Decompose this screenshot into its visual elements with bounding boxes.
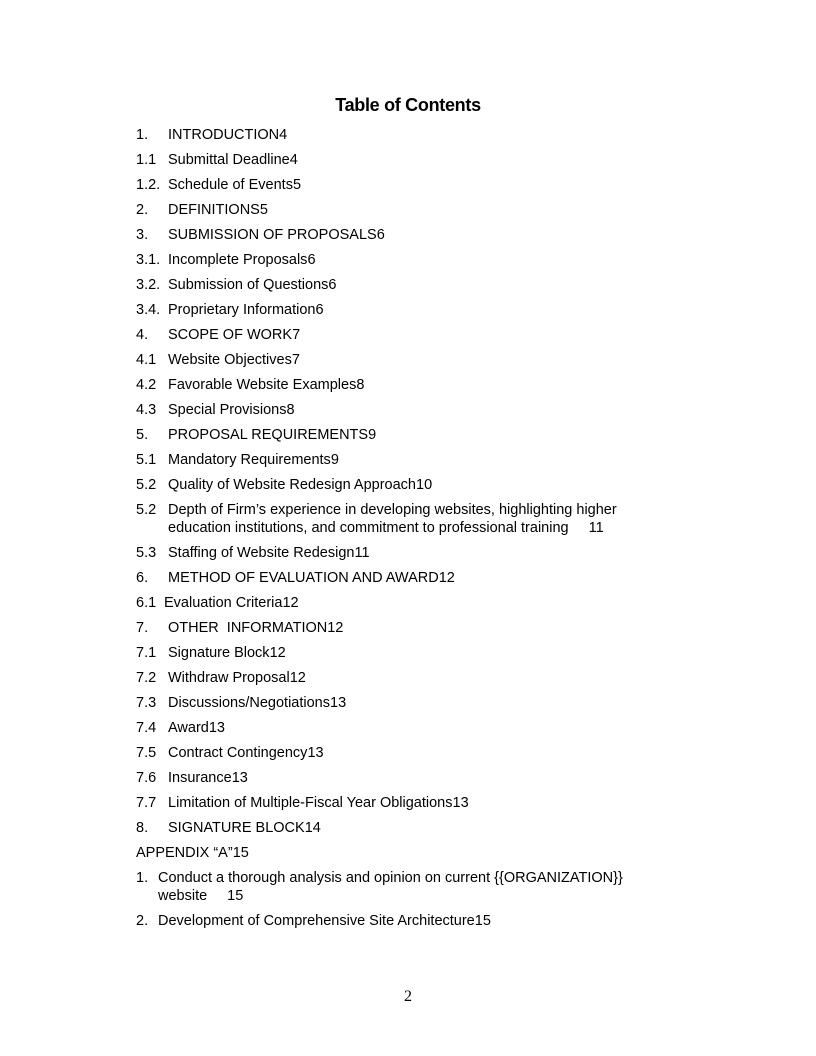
toc-entry-page: 13 <box>231 770 248 786</box>
toc-entry-text: Incomplete Proposals6 <box>168 252 316 268</box>
toc-entry <box>136 569 696 587</box>
toc-entry-text: Discussions/Negotiations13 <box>168 695 347 711</box>
toc-entry-page: 11 <box>588 520 604 536</box>
toc-entry-page: 15 <box>227 888 244 904</box>
toc-entry-page: 15 <box>232 845 249 861</box>
toc-entry <box>136 744 696 762</box>
toc-entry-text-continued: website 15 <box>158 888 244 904</box>
toc-title: Table of Contents <box>335 95 481 115</box>
toc-entry-number: 4.1 <box>136 352 157 368</box>
toc-entry <box>136 694 696 712</box>
toc-entry-number: 5.2 <box>136 502 157 518</box>
toc-entry <box>136 126 696 144</box>
toc-entry-number: 7.1 <box>136 645 157 661</box>
toc-entry <box>136 276 696 294</box>
toc-entry-page: 13 <box>452 795 469 811</box>
toc-entry-number: 3.1. <box>136 252 161 268</box>
toc-entry-text: INTRODUCTION4 <box>168 127 288 143</box>
toc-entry-page: 13 <box>330 695 347 711</box>
toc-entry-number: 4.2 <box>136 377 157 393</box>
toc-entry-text: Depth of Firm’s experience in developing websites, highlighting higher <box>168 502 617 518</box>
toc-entry-page: 4 <box>279 127 288 143</box>
toc-entry-number: 4. <box>136 327 149 343</box>
toc-entry-text: Proprietary Information6 <box>168 302 324 318</box>
toc-entry <box>136 226 696 244</box>
toc-entry-page: 12 <box>289 670 306 686</box>
toc-entry-text: Submission of Questions6 <box>168 277 337 293</box>
toc-entry-text: Mandatory Requirements9 <box>168 452 339 468</box>
toc-entry-page: 12 <box>282 595 299 611</box>
toc-entry <box>136 401 696 419</box>
toc-entry-page: 12 <box>269 645 286 661</box>
toc-entry-page: 11 <box>354 545 370 561</box>
toc-entry <box>136 769 696 787</box>
toc-list <box>136 126 696 937</box>
toc-entry-text: Contract Contingency13 <box>168 745 324 761</box>
toc-entry-text: DEFINITIONS5 <box>168 202 268 218</box>
toc-entry-text: Insurance13 <box>168 770 248 786</box>
toc-entry-text: Limitation of Multiple-Fiscal Year Obligations13 <box>168 795 469 811</box>
toc-entry-text: METHOD OF EVALUATION AND AWARD12 <box>168 570 455 586</box>
toc-entry-number: 7.3 <box>136 695 157 711</box>
toc-entry-text: Website Objectives7 <box>168 352 300 368</box>
toc-entry-page: 5 <box>259 202 268 218</box>
toc-entry-number: 1.2. <box>136 177 161 193</box>
toc-entry <box>136 719 696 737</box>
toc-entry-number: 3. <box>136 227 149 243</box>
toc-entry <box>136 594 696 612</box>
toc-entry-text: Staffing of Website Redesign11 <box>168 545 370 561</box>
toc-entry-number: 5.3 <box>136 545 157 561</box>
toc-entry-number: 1.1 <box>136 152 157 168</box>
toc-entry-page: 4 <box>289 152 298 168</box>
toc-entry-page: 6 <box>307 252 316 268</box>
toc-entry <box>136 251 696 269</box>
toc-entry-number: 5.1 <box>136 452 157 468</box>
toc-entry-number: 1. <box>136 870 149 886</box>
toc-entry <box>136 794 696 812</box>
toc-entry <box>136 544 696 562</box>
toc-entry <box>136 476 696 494</box>
toc-entry <box>136 201 696 219</box>
toc-entry <box>136 376 696 394</box>
toc-entry-page: 14 <box>304 820 321 836</box>
toc-entry-page: 6 <box>376 227 385 243</box>
toc-entry-number: 5.2 <box>136 477 157 493</box>
toc-entry-page: 5 <box>292 177 302 193</box>
toc-entry <box>136 426 696 444</box>
toc-entry-number: 3.2. <box>136 277 161 293</box>
toc-entry-text: Special Provisions8 <box>168 402 295 418</box>
toc-entry-text: SIGNATURE BLOCK14 <box>168 820 321 836</box>
toc-entry-number: 7.5 <box>136 745 157 761</box>
toc-entry-number: 2. <box>136 202 149 218</box>
toc-entry-text: Conduct a thorough analysis and opinion on current {{ORGANIZATION}} <box>158 870 623 886</box>
toc-entry-number: 5. <box>136 427 149 443</box>
toc-entry-page: 10 <box>416 477 433 493</box>
toc-entry <box>136 819 696 837</box>
toc-entry-appendix <box>136 844 696 862</box>
toc-entry-text: SCOPE OF WORK7 <box>168 327 301 343</box>
toc-entry-number: 2. <box>136 913 149 929</box>
toc-entry-page: 7 <box>292 327 301 343</box>
toc-entry-number: 1. <box>136 127 149 143</box>
toc-entry-page: 13 <box>208 720 225 736</box>
toc-entry-page: 13 <box>307 745 324 761</box>
toc-entry-text: Award13 <box>168 720 225 736</box>
toc-entry-page: 8 <box>286 402 295 418</box>
toc-entry-page: 9 <box>368 427 377 443</box>
toc-entry-number: 7. <box>136 620 149 636</box>
toc-entry-text: Evaluation Criteria12 <box>164 595 299 611</box>
toc-entry-number: 6.1 <box>136 595 157 611</box>
toc-entry <box>136 669 696 687</box>
toc-entry-number: 6. <box>136 570 149 586</box>
toc-entry-text: Development of Comprehensive Site Architecture15 <box>158 913 491 929</box>
toc-entry-number: 7.2 <box>136 670 157 686</box>
toc-entry-page: 8 <box>356 377 365 393</box>
toc-entry <box>136 326 696 344</box>
toc-entry-text: Submittal Deadline4 <box>168 152 298 168</box>
toc-entry-text: PROPOSAL REQUIREMENTS9 <box>168 427 377 443</box>
toc-entry-number: 7.6 <box>136 770 157 786</box>
toc-entry-text: Favorable Website Examples8 <box>168 377 365 393</box>
toc-entry <box>136 451 696 469</box>
toc-entry-number: 4.3 <box>136 402 157 418</box>
toc-entry-text-continued: education institutions, and commitment to professional training 11 <box>168 520 604 536</box>
toc-entry-number: 3.4. <box>136 302 161 318</box>
toc-entry-text: Quality of Website Redesign Approach10 <box>168 477 433 493</box>
toc-entry-text: Schedule of Events5 <box>168 177 302 193</box>
toc-entry-page: 12 <box>438 570 455 586</box>
toc-entry-page: 6 <box>328 277 337 293</box>
page-number: 2 <box>404 988 412 1005</box>
toc-entry <box>136 351 696 369</box>
toc-entry-text: SUBMISSION OF PROPOSALS6 <box>168 227 385 243</box>
toc-entry-page: 12 <box>327 620 344 636</box>
toc-entry-text: Signature Block12 <box>168 645 286 661</box>
toc-entry-number: 8. <box>136 820 149 836</box>
toc-entry <box>136 912 696 930</box>
toc-entry-number: 7.4 <box>136 720 157 736</box>
toc-entry <box>136 644 696 662</box>
toc-entry-text: OTHER INFORMATION12 <box>168 620 344 636</box>
toc-entry <box>136 151 696 169</box>
toc-entry <box>136 301 696 319</box>
toc-entry <box>136 176 696 194</box>
toc-entry-number: 7.7 <box>136 795 157 811</box>
toc-entry-page: 6 <box>315 302 324 318</box>
toc-entry <box>136 501 696 537</box>
toc-entry-page: 7 <box>291 352 300 368</box>
toc-entry <box>136 869 696 905</box>
toc-entry <box>136 619 696 637</box>
toc-entry-text: APPENDIX “A”15 <box>136 845 249 861</box>
toc-entry-page: 15 <box>474 913 491 929</box>
toc-entry-text: Withdraw Proposal12 <box>168 670 306 686</box>
toc-entry-page: 9 <box>330 452 339 468</box>
